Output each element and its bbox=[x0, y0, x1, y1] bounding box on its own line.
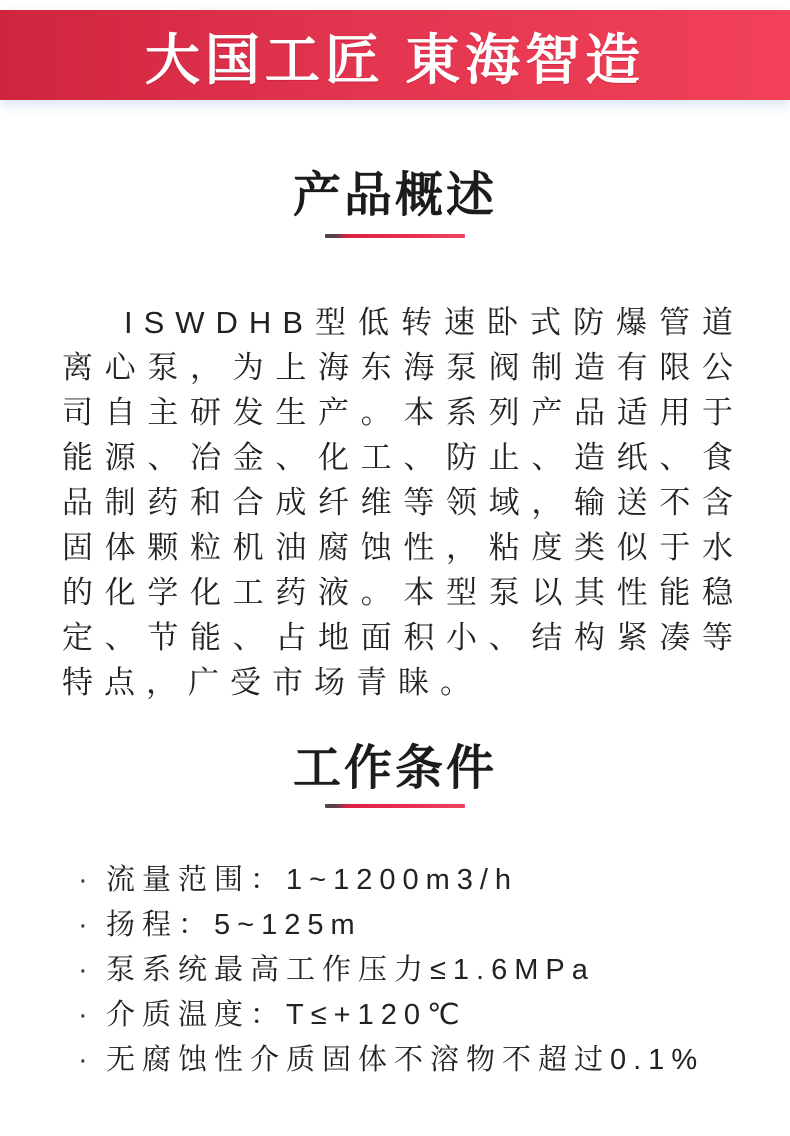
condition-text: 无腐蚀性介质固体不溶物不超过0.1% bbox=[106, 1044, 705, 1076]
top-banner bbox=[0, 10, 790, 100]
bullet-dot-icon: · bbox=[78, 999, 88, 1031]
condition-item-insoluble-solids bbox=[78, 1038, 738, 1083]
condition-text: 扬程：5~125m bbox=[106, 909, 362, 941]
bullet-dot-icon: · bbox=[78, 864, 88, 896]
condition-item-medium-temperature bbox=[78, 993, 738, 1038]
section-title-product-overview: 产品概述 bbox=[292, 169, 497, 222]
condition-text: 泵系统最高工作压力≤1.6MPa bbox=[106, 954, 595, 986]
working-conditions-list bbox=[78, 858, 738, 1083]
overview-title-underline bbox=[325, 234, 465, 238]
bullet-dot-icon: · bbox=[78, 1044, 88, 1076]
condition-item-flow-range bbox=[78, 858, 738, 903]
conditions-title-underline bbox=[325, 804, 465, 808]
bullet-dot-icon: · bbox=[78, 954, 88, 986]
banner-slogan: 大国工匠 東海智造 bbox=[144, 28, 646, 91]
condition-item-head-range bbox=[78, 903, 738, 948]
product-overview-paragraph: ISWDHB型低转速卧式防爆管道离心泵，为上海东海泵阀制造有限公司自主研发生产。本系列产品适用于能源、冶金、化工、防止、造纸、食品制药和合成纤维等领域，输送不含固体颗粒机油腐蚀性，粘度类似于水的化学化工药液。本型泵以其性能稳定、节能、占地面积小、结构紧凑等特点，广受市场青睐。 bbox=[62, 305, 744, 700]
condition-item-max-pressure bbox=[78, 948, 738, 993]
condition-text: 介质温度：T≤+120℃ bbox=[106, 999, 467, 1031]
condition-text: 流量范围：1~1200m3/h bbox=[106, 864, 519, 896]
bullet-dot-icon: · bbox=[78, 909, 88, 941]
section-title-working-conditions: 工作条件 bbox=[292, 742, 497, 795]
